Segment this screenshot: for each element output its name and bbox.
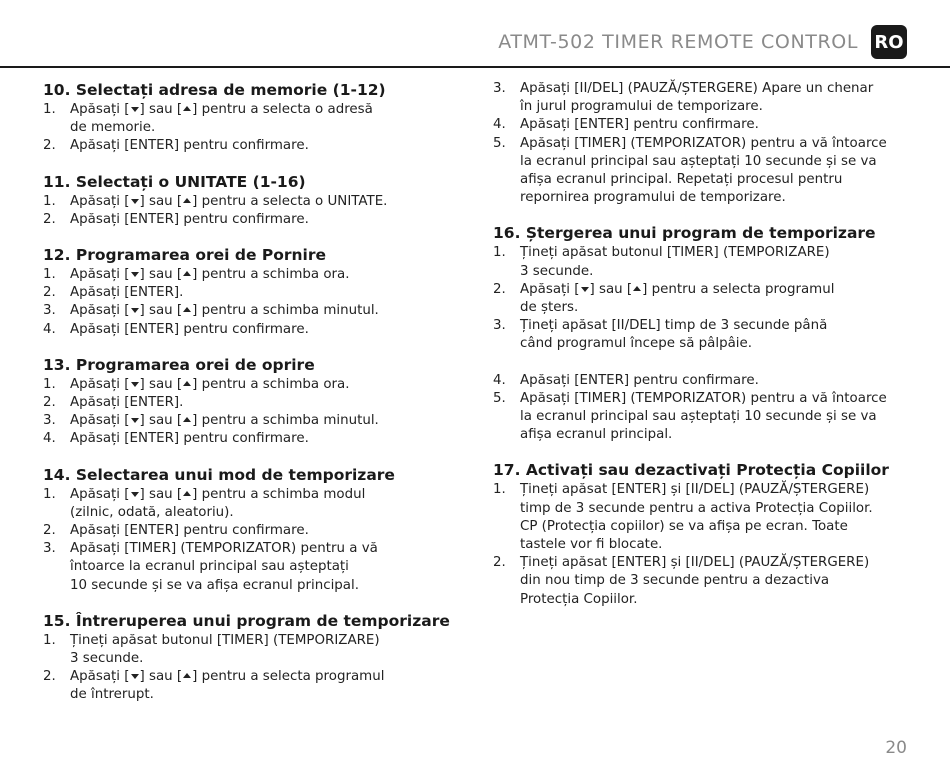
steps-list [493,80,913,207]
up-arrow-icon [182,104,192,114]
step-text-fragment: întoarce la ecranul principal sau așteptați [70,559,349,575]
step-item [493,390,913,445]
step-text-fragment: CP (Protecția copiilor) se va afișa pe ecran. Toate [520,518,848,534]
step-text [70,376,443,394]
step-number: 1. [43,632,56,648]
step-text-fragment: ] pentru a schimba minutul. [192,413,379,429]
step-item [43,632,443,668]
step-text [70,486,443,522]
step-text-fragment: ] pentru a selecta o UNITATE. [192,193,388,209]
step-text-fragment: la ecranul principal sau așteptați 10 secunde și se va [520,153,877,169]
step-text [70,668,443,704]
step-text [70,211,443,229]
step-item [493,372,913,390]
step-text-fragment: Apăsați [ [70,303,130,319]
steps-list [43,266,443,339]
step-text-fragment: (zilnic, odată, aleatoriu). [70,504,234,520]
step-text-fragment: ] sau [ [139,486,183,502]
step-number: 1. [43,486,56,502]
step-number: 4. [43,321,56,337]
step-text [70,430,443,448]
step-text-fragment: tastele vor fi blocate. [520,537,663,553]
step-item [493,281,913,317]
step-item [43,321,443,339]
step-text-fragment: ] pentru a selecta o adresă [192,102,373,117]
step-text [520,135,913,208]
left-column [43,80,450,721]
step-text-fragment: Apăsați [ [520,281,580,297]
section-heading: 10. Selectați adresa de memorie (1-12) [43,81,386,99]
section-heading: 12. Programarea orei de Pornire [43,246,327,265]
step-text-fragment: ] sau [ [139,193,183,209]
header-divider [0,66,950,68]
instruction-section [493,460,913,608]
step-number: 3. [43,541,56,557]
step-number: 4. [493,372,506,388]
step-item [43,430,443,448]
step-text-fragment: ] pentru a schimba ora. [192,267,350,283]
step-text-fragment: Apăsați [ENTER] pentru confirmare. [70,138,309,154]
section-heading: 15. Întreruperea unui program de temporizare [43,611,450,630]
step-item [43,394,443,412]
step-number: 5. [493,135,506,151]
step-text [520,372,913,390]
steps-list [43,376,443,449]
steps-list [43,101,443,156]
step-number: 4. [493,117,506,133]
step-text [70,137,443,155]
step-text-fragment: ] pentru a schimba modul [192,486,366,502]
step-text [520,244,913,280]
steps-list [43,193,443,229]
step-text-fragment: Apăsați [ENTER] pentru confirmare. [70,321,309,337]
step-text-fragment: Țineți apăsat [ENTER] și [II/DEL] (PAUZĂ/ȘTERGERE) [520,482,870,498]
step-number: 3. [43,303,56,319]
step-number: 2. [43,211,56,227]
page-header [0,0,950,68]
step-text [70,394,443,412]
step-text-fragment: timp de 3 secunde pentru a activa Protecția Copiilor. [520,500,873,516]
step-item [43,302,443,320]
page-number: 20 [885,738,907,758]
step-number: 2. [43,285,56,301]
step-text-fragment: când programul începe să pâlpâie. [520,336,753,352]
step-text-fragment: Apăsați [ENTER] pentru confirmare. [520,117,759,133]
step-text-fragment: Apăsați [ [70,486,130,502]
step-text-fragment: ] sau [ [139,102,183,117]
steps-list [493,244,913,444]
step-number: 2. [43,138,56,154]
step-text [70,412,443,430]
step-item [43,266,443,284]
step-text-fragment: ] sau [ [139,303,183,319]
step-text-fragment: din nou timp de 3 secunde pentru a dezactiva [520,573,830,589]
step-text [520,116,913,134]
step-text-fragment: Țineți apăsat [ENTER] și [II/DEL] (PAUZĂ/ȘTERGERE) [520,555,870,571]
step-text [520,317,913,353]
step-number: 3. [43,413,56,429]
step-text-fragment: Apăsați [ [70,102,130,117]
step-item [43,193,443,211]
step-text [520,481,913,554]
step-number: 4. [43,431,56,447]
step-item [493,116,913,134]
up-arrow-icon [182,269,192,279]
step-text-fragment: ] sau [ [139,267,183,283]
instruction-section [493,223,913,444]
section-heading: 13. Programarea orei de oprire [43,355,315,374]
section-heading: 16. Ștergerea unui program de temporizare [493,224,876,243]
language-badge: RO [871,25,907,59]
step-text-fragment: Apăsați [ENTER] pentru confirmare. [70,431,309,447]
step-item [43,486,443,522]
step-text-fragment: Țineți apăsat butonul [TIMER] (TEMPORIZARE) [520,245,830,261]
instruction-section [43,611,450,705]
step-text-fragment: Apăsați [ENTER] pentru confirmare. [70,523,309,539]
step-item [493,135,913,208]
down-arrow-icon [130,671,140,681]
step-number: 1. [493,245,506,261]
step-text-fragment: 10 secunde și se va afișa ecranul principal. [70,577,359,593]
step-text-fragment: afișa ecranul principal. Repetați procesul pentru [520,172,843,188]
down-arrow-icon [130,305,140,315]
step-number: 1. [43,102,56,117]
step-item [493,317,913,353]
step-number: 5. [493,390,506,406]
step-text-fragment: Apăsați [ENTER] pentru confirmare. [70,211,309,227]
step-number: 1. [43,376,56,392]
document-title: ATMT-502 TIMER REMOTE CONTROL [498,31,858,53]
instruction-section [43,80,443,156]
step-number: 2. [493,555,506,571]
instruction-section [43,465,443,595]
step-item [493,481,913,554]
step-number: 3. [493,318,506,334]
step-text-fragment: ] pentru a schimba ora. [192,376,350,392]
step-item [493,244,913,280]
down-arrow-icon [130,196,140,206]
step-text-fragment: repornirea programului de temporizare. [520,190,786,206]
step-item [43,284,443,302]
step-item [43,668,443,704]
step-text-fragment: 3 secunde. [70,651,144,667]
step-item [493,554,913,609]
step-item [43,540,443,595]
step-item [43,101,443,137]
step-text-fragment: Apăsați [ [70,376,130,392]
step-number: 2. [43,395,56,411]
step-text [70,632,443,668]
step-text-fragment: Apăsați [TIMER] (TEMPORIZATOR) pentru a vă întoarce [520,390,887,406]
step-text-fragment: Țineți apăsat [II/DEL] timp de 3 secunde până [520,318,828,334]
instruction-section [43,172,443,229]
step-text-fragment: Apăsați [ENTER]. [70,395,184,411]
right-column [493,80,913,625]
section-heading: 17. Activați sau dezactivați Protecția Copiilor [493,461,889,480]
step-text-fragment: de întrerupt. [70,687,154,703]
step-item [43,211,443,229]
up-arrow-icon [632,284,642,294]
step-number: 2. [493,281,506,297]
step-text-fragment: Apăsați [TIMER] (TEMPORIZATOR) pentru a vă întoarce [520,135,887,151]
down-arrow-icon [580,284,590,294]
step-text-fragment: Protecția Copiilor. [520,591,638,607]
step-number: 3. [493,81,506,96]
steps-list [43,632,443,705]
step-text [70,321,443,339]
step-text-fragment: ] sau [ [139,376,183,392]
step-text [70,101,443,137]
step-text-fragment: la ecranul principal sau așteptați 10 secunde și se va [520,409,877,425]
steps-list [43,486,443,595]
step-text-fragment: ] pentru a selecta programul [192,669,385,685]
down-arrow-icon [130,415,140,425]
step-text [520,554,913,609]
up-arrow-icon [182,415,192,425]
step-text [70,193,443,211]
up-arrow-icon [182,196,192,206]
up-arrow-icon [182,671,192,681]
step-text-fragment: de memorie. [70,120,156,136]
step-text [70,266,443,284]
down-arrow-icon [130,489,140,499]
step-number: 2. [43,523,56,539]
step-text-fragment: Apăsați [TIMER] (TEMPORIZATOR) pentru a vă [70,541,378,557]
step-item [43,137,443,155]
step-item [43,412,443,430]
section-heading: 14. Selectarea unui mod de temporizare [43,465,395,484]
step-text-fragment: ] sau [ [139,413,183,429]
step-text [520,281,913,317]
up-arrow-icon [182,489,192,499]
step-text-fragment: Apăsați [ENTER]. [70,285,184,301]
step-item [493,80,913,116]
step-text-fragment: Apăsați [ [70,267,130,283]
up-arrow-icon [182,379,192,389]
step-text-fragment: afișa ecranul principal. [520,427,673,443]
step-text-fragment: ] pentru a selecta programul [642,281,835,297]
step-text [70,522,443,540]
step-text [70,540,443,595]
down-arrow-icon [130,104,140,114]
step-text [520,390,913,445]
step-text-fragment: Țineți apăsat butonul [TIMER] (TEMPORIZARE) [70,632,380,648]
step-number: 1. [43,267,56,283]
step-text-fragment: ] sau [ [139,669,183,685]
down-arrow-icon [130,269,140,279]
section-heading: 11. Selectați o UNITATE (1-16) [43,172,306,191]
instruction-section [43,355,443,449]
step-text-fragment: în jurul programului de temporizare. [520,99,763,115]
step-number: 1. [43,193,56,209]
steps-list [493,481,913,608]
step-text-fragment: Apăsați [ [70,669,130,685]
instruction-section [43,245,443,339]
step-number: 1. [493,482,506,498]
step-text-fragment: Apăsați [ [70,413,130,429]
step-item [43,376,443,394]
step-item [43,522,443,540]
step-text-fragment: 3 secunde. [520,263,594,279]
step-text-fragment: ] sau [ [589,281,633,297]
step-text [70,284,443,302]
step-text-fragment: Apăsați [ENTER] pentru confirmare. [520,372,759,388]
step-number: 2. [43,669,56,685]
step-text-fragment: Apăsați [II/DEL] (PAUZĂ/ȘTERGERE) Apare un chenar [520,81,874,96]
step-text-fragment: ] pentru a schimba minutul. [192,303,379,319]
up-arrow-icon [182,305,192,315]
step-text [520,80,913,116]
instruction-section [493,80,913,207]
step-text [70,302,443,320]
down-arrow-icon [130,379,140,389]
step-text-fragment: Apăsați [ [70,193,130,209]
step-text-fragment: de șters. [520,300,579,316]
